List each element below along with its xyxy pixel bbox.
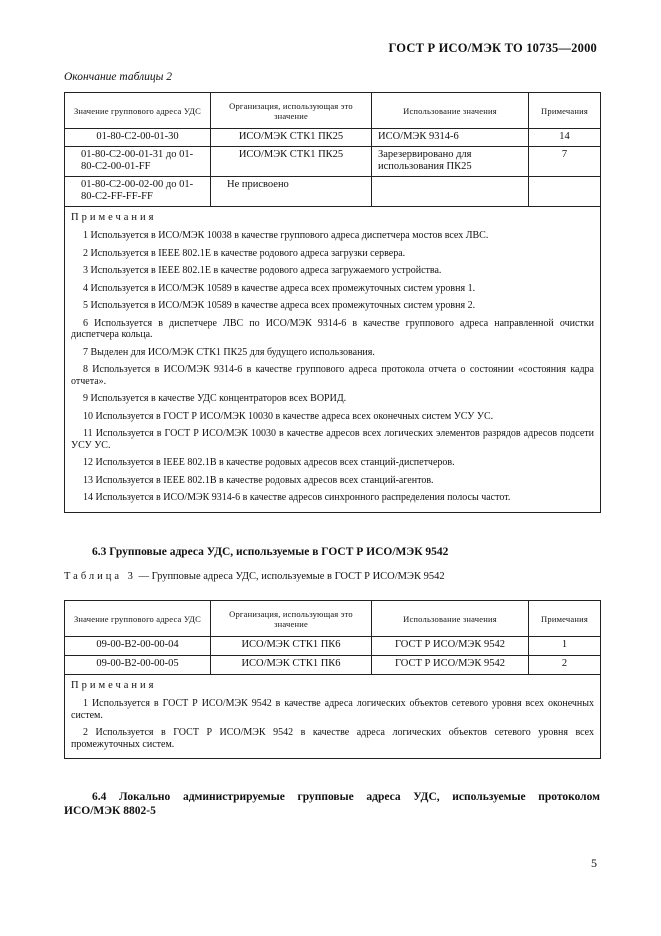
table-row [65,637,601,656]
org-cell: Не присвоено [211,177,372,207]
notes-cell [65,207,601,513]
note-ref-cell [529,177,601,207]
note-ref-cell: 7 [529,147,601,177]
table-3 [64,600,601,759]
column-header: Значение группового адреса УДС [65,93,211,129]
note-item: 9 Используется в качестве УДС концентраторов всех ВОРИД. [83,393,347,404]
caption-text: — Групповые адреса УДС, используемые в ГОСТ Р ИСО/МЭК 9542 [138,571,445,582]
address-cell: 09-00-B2-00-00-04 [65,637,211,656]
notes-cell [65,675,601,759]
org-cell: ИСО/МЭК СТК1 ПК25 [211,129,372,147]
note-item: 1 Используется в ГОСТ Р ИСО/МЭК 9542 в качестве адреса логических объектов сетевого уровня всех оконечных систем. [71,698,594,721]
notes-row [65,675,601,759]
note-item: 6 Используется в диспетчере ЛВС по ИСО/МЭК 9314-6 в качестве группового адреса направленной очистки диспетчера кольца. [71,317,594,340]
usage-cell: ГОСТ Р ИСО/МЭК 9542 [372,656,529,675]
org-cell: ИСО/МЭК СТК1 ПК25 [211,147,372,177]
note-item: 2 Используется в ГОСТ Р ИСО/МЭК 9542 в качестве адреса логических объектов сетевого уровня всех промежуточных систем. [71,727,594,750]
table-row [65,177,601,207]
table-row [65,656,601,675]
address-cell: 09-00-B2-00-00-05 [65,656,211,675]
column-header: Организация, использующая это значение [211,93,372,129]
notes-title: Примечания [71,212,157,223]
table-3-caption [64,571,445,582]
note-item: 12 Используется в IEEE 802.1B в качестве родовых адресов всех станций-диспетчеров. [83,457,455,468]
note-item: 8 Используется в ИСО/МЭК 9314-6 в качестве группового адреса протокола отчета о состоянии «состояния кадра отчета». [71,364,594,387]
note-item: 10 Используется в ГОСТ Р ИСО/МЭК 10030 в качестве адреса всех оконечных систем УСУ УС. [83,410,494,422]
note-item: 11 Используется в ГОСТ Р ИСО/МЭК 10030 в качестве адресов всех логических элементов разрядов адресов подсети УСУ УС. [71,428,594,451]
usage-cell: Зарезервировано для использования ПК25 [372,147,529,177]
section-6-4-line-2: ИСО/МЭК 8802-5 [64,805,156,817]
table-continuation-label: Окончание таблицы 2 [64,71,172,83]
note-item: 13 Используется в IEEE 802.1B в качестве родовых адресов всех станций-агентов. [83,474,434,486]
column-header: Использование значения [372,93,529,129]
note-item: 4 Используется в ИСО/МЭК 10589 в качестве адреса всех промежуточных систем уровня 1. [83,282,476,294]
notes-row [65,207,601,513]
column-header: Использование значения [372,601,529,637]
table-header-row [65,601,601,637]
note-item: 3 Используется в IEEE 802.1E в качестве родового адреса загружаемого устройства. [83,265,442,276]
caption-label: Таблица 3 [64,571,136,582]
document-header: ГОСТ Р ИСО/МЭК ТО 10735—2000 [388,41,597,55]
note-item: 7 Выделен для ИСО/МЭК СТК1 ПК25 для будущего использования. [83,346,375,358]
column-header: Значение группового адреса УДС [65,601,211,637]
table-row [65,147,601,177]
usage-cell [372,177,529,207]
note-item: 2 Используется в IEEE 802.1E в качестве родового адреса загрузки сервера. [83,247,406,259]
address-cell: 01-80-C2-00-01-30 [65,129,211,147]
table-header-row [65,93,601,129]
note-item: 5 Используется в ИСО/МЭК 10589 в качестве адреса всех промежуточных систем уровня 2. [83,300,476,311]
note-item: 1 Используется в ИСО/МЭК 10038 в качестве группового адреса диспетчера мостов всех ЛВС. [83,230,489,241]
note-ref-cell: 1 [529,637,601,656]
table-2 [64,92,601,513]
address-cell: 01-80-C2-00-01-31 до 01-80-C2-00-01-FF [65,147,211,177]
section-6-4-line-1: 6.4 Локально администрируемые групповые адреса УДС, используемые протоколом [92,791,600,803]
org-cell: ИСО/МЭК СТК1 ПК6 [211,637,372,656]
column-header: Организация, использующая это значение [211,601,372,637]
address-cell: 01-80-C2-00-02-00 до 01-80-C2-FF-FF-FF [65,177,211,207]
table-row [65,129,601,147]
note-item: 14 Используется в ИСО/МЭК 9314-6 в качестве адресов синхронного распределения полосы частот. [83,492,511,503]
usage-cell: ГОСТ Р ИСО/МЭК 9542 [372,637,529,656]
column-header: Примечания [529,601,601,637]
note-ref-cell: 14 [529,129,601,147]
page-number: 5 [591,856,597,870]
column-header: Примечания [529,93,601,129]
usage-cell: ИСО/МЭК 9314-6 [372,129,529,147]
section-6-4-heading [64,790,600,818]
notes-title: Примечания [71,680,157,691]
section-6-3-heading: 6.3 Групповые адреса УДС, используемые в ГОСТ Р ИСО/МЭК 9542 [92,546,449,558]
note-ref-cell: 2 [529,656,601,675]
org-cell: ИСО/МЭК СТК1 ПК6 [211,656,372,675]
